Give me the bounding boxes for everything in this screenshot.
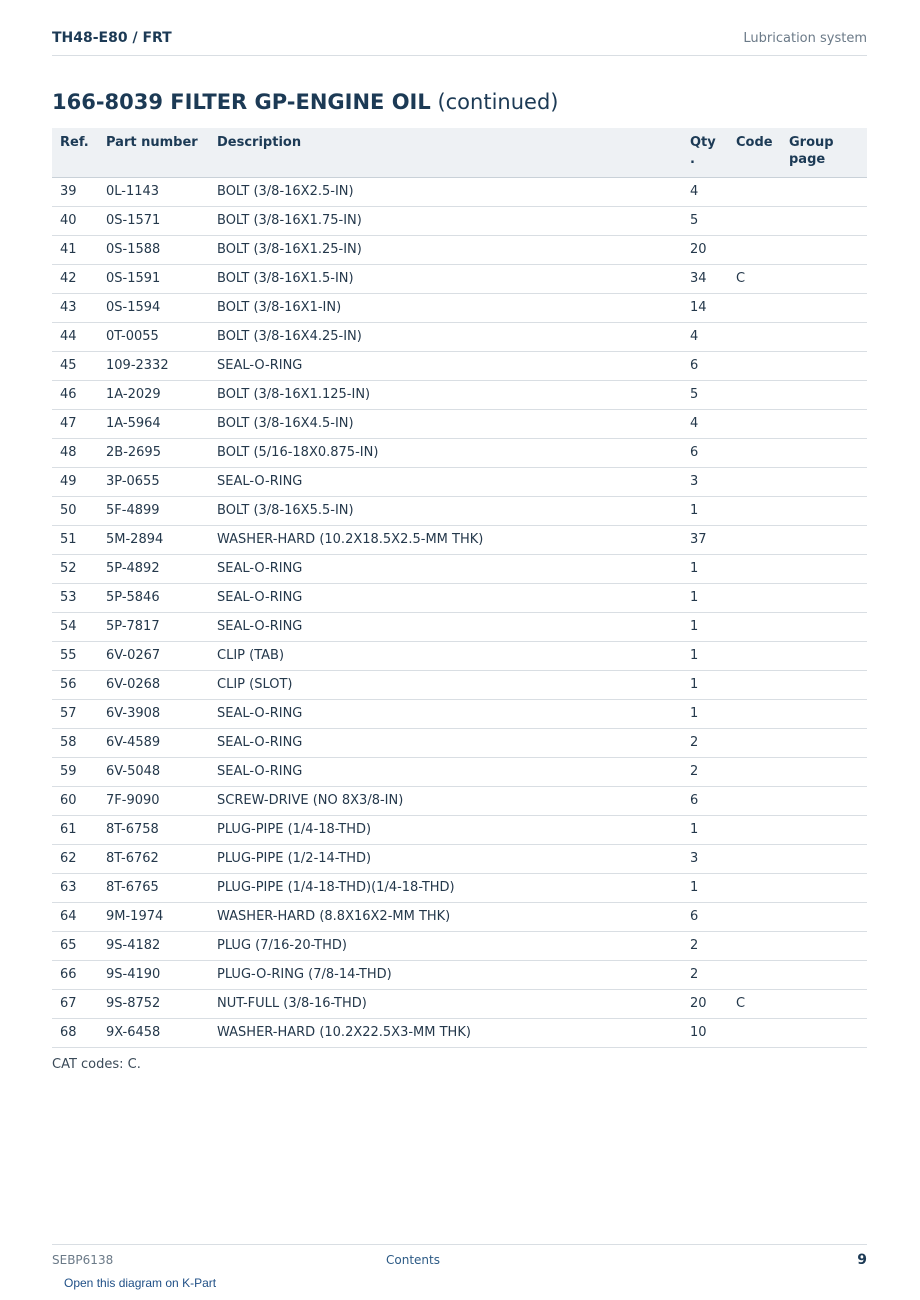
cell-group (781, 409, 867, 438)
cell-ref: 60 (52, 786, 98, 815)
cell-qty: 5 (682, 380, 728, 409)
cell-desc: PLUG-PIPE (1/4-18-THD) (209, 815, 682, 844)
cell-code (728, 409, 781, 438)
table-row (52, 844, 867, 873)
cell-ref: 45 (52, 351, 98, 380)
table-row (52, 525, 867, 554)
cell-desc: BOLT (3/8-16X5.5-IN) (209, 496, 682, 525)
model-label: TH48-E80 / FRT (52, 30, 172, 46)
cell-ref: 39 (52, 177, 98, 206)
cell-desc: PLUG-PIPE (1/4-18-THD)(1/4-18-THD) (209, 873, 682, 902)
table-row (52, 960, 867, 989)
cell-qty: 2 (682, 728, 728, 757)
cell-group (781, 670, 867, 699)
cell-ref: 54 (52, 612, 98, 641)
table-row (52, 351, 867, 380)
cell-qty: 4 (682, 409, 728, 438)
cell-qty: 2 (682, 931, 728, 960)
table-row (52, 815, 867, 844)
table-row (52, 409, 867, 438)
table-row (52, 235, 867, 264)
cell-group (781, 293, 867, 322)
parts-table-body (52, 177, 867, 1047)
table-row (52, 177, 867, 206)
cell-group (781, 525, 867, 554)
cell-ref: 44 (52, 322, 98, 351)
cell-part: 6V-4589 (98, 728, 209, 757)
cell-desc: BOLT (3/8-16X2.5-IN) (209, 177, 682, 206)
cell-group (781, 844, 867, 873)
table-row (52, 873, 867, 902)
table-row (52, 380, 867, 409)
cell-ref: 53 (52, 583, 98, 612)
cell-part: 8T-6762 (98, 844, 209, 873)
cell-qty: 2 (682, 757, 728, 786)
table-row (52, 641, 867, 670)
cell-qty: 1 (682, 612, 728, 641)
cell-ref: 51 (52, 525, 98, 554)
cell-desc: SEAL-O-RING (209, 351, 682, 380)
section-label: Lubrication system (743, 31, 867, 46)
cell-qty: 6 (682, 351, 728, 380)
cell-part: 5P-5846 (98, 583, 209, 612)
cell-ref: 47 (52, 409, 98, 438)
cell-group (781, 380, 867, 409)
cell-qty: 5 (682, 206, 728, 235)
cell-group (781, 815, 867, 844)
table-row (52, 496, 867, 525)
cell-group (781, 438, 867, 467)
col-desc-header: Description (209, 128, 682, 177)
cell-code: C (728, 264, 781, 293)
cell-desc: SEAL-O-RING (209, 728, 682, 757)
cell-qty: 37 (682, 525, 728, 554)
cell-ref: 61 (52, 815, 98, 844)
cell-part: 9X-6458 (98, 1018, 209, 1047)
cell-desc: BOLT (3/8-16X4.5-IN) (209, 409, 682, 438)
cell-code (728, 873, 781, 902)
cell-qty: 34 (682, 264, 728, 293)
cell-group (781, 206, 867, 235)
cell-ref: 57 (52, 699, 98, 728)
cell-group (781, 583, 867, 612)
parts-table (52, 128, 867, 1048)
cell-group (781, 554, 867, 583)
cell-group (781, 264, 867, 293)
cell-group (781, 351, 867, 380)
table-row (52, 206, 867, 235)
cell-qty: 1 (682, 554, 728, 583)
cell-part: 1A-5964 (98, 409, 209, 438)
cell-code: C (728, 989, 781, 1018)
cell-qty: 6 (682, 438, 728, 467)
cat-codes-note: CAT codes: C. (52, 1057, 141, 1072)
cell-qty: 1 (682, 873, 728, 902)
table-row (52, 583, 867, 612)
page-header (52, 28, 867, 56)
cell-part: 9S-4182 (98, 931, 209, 960)
cell-code (728, 583, 781, 612)
cell-group (781, 699, 867, 728)
col-qty-header: Qty . (682, 128, 728, 177)
cell-qty: 4 (682, 322, 728, 351)
cell-part: 0T-0055 (98, 322, 209, 351)
cell-desc: BOLT (3/8-16X4.25-IN) (209, 322, 682, 351)
cell-part: 6V-0267 (98, 641, 209, 670)
cell-ref: 41 (52, 235, 98, 264)
table-row (52, 467, 867, 496)
cell-group (781, 960, 867, 989)
cell-part: 9S-8752 (98, 989, 209, 1018)
col-code-header: Code (728, 128, 781, 177)
cell-qty: 14 (682, 293, 728, 322)
cell-desc: PLUG-PIPE (1/2-14-THD) (209, 844, 682, 873)
cell-code (728, 206, 781, 235)
cell-part: 8T-6758 (98, 815, 209, 844)
cell-part: 9M-1974 (98, 902, 209, 931)
table-row (52, 1018, 867, 1047)
cell-ref: 55 (52, 641, 98, 670)
cell-code (728, 699, 781, 728)
cell-code (728, 322, 781, 351)
cell-qty: 6 (682, 786, 728, 815)
page-footer (52, 1244, 867, 1275)
cell-code (728, 525, 781, 554)
cell-ref: 52 (52, 554, 98, 583)
cell-code (728, 641, 781, 670)
cell-part: 0S-1594 (98, 293, 209, 322)
cell-code (728, 496, 781, 525)
cell-code (728, 1018, 781, 1047)
cell-group (781, 641, 867, 670)
assembly-name: 166-8039 FILTER GP-ENGINE OIL (52, 90, 431, 114)
cell-desc: BOLT (3/8-16X1-IN) (209, 293, 682, 322)
cell-qty: 10 (682, 1018, 728, 1047)
cell-ref: 62 (52, 844, 98, 873)
cell-code (728, 960, 781, 989)
cell-qty: 1 (682, 815, 728, 844)
cell-code (728, 728, 781, 757)
cell-qty: 3 (682, 844, 728, 873)
cell-code (728, 293, 781, 322)
cell-code (728, 757, 781, 786)
cell-qty: 6 (682, 902, 728, 931)
cell-ref: 59 (52, 757, 98, 786)
cell-part: 0S-1571 (98, 206, 209, 235)
cell-group (781, 612, 867, 641)
table-row (52, 438, 867, 467)
cell-code (728, 931, 781, 960)
col-part-header: Part number (98, 128, 209, 177)
cell-ref: 58 (52, 728, 98, 757)
page-title (52, 90, 558, 114)
cell-code (728, 351, 781, 380)
table-header-row (52, 128, 867, 177)
cell-group (781, 467, 867, 496)
cell-qty: 1 (682, 699, 728, 728)
cell-qty: 2 (682, 960, 728, 989)
cell-group (781, 757, 867, 786)
document-id: SEBP6138 (52, 1253, 114, 1267)
kpart-link[interactable]: Open this diagram on K-Part (64, 1276, 217, 1290)
cell-part: 9S-4190 (98, 960, 209, 989)
cell-desc: PLUG (7/16-20-THD) (209, 931, 682, 960)
cell-part: 0L-1143 (98, 177, 209, 206)
cell-code (728, 670, 781, 699)
table-row (52, 322, 867, 351)
cell-code (728, 902, 781, 931)
cell-ref: 50 (52, 496, 98, 525)
cell-part: 109-2332 (98, 351, 209, 380)
cell-part: 5F-4899 (98, 496, 209, 525)
cell-code (728, 235, 781, 264)
table-row (52, 757, 867, 786)
table-row (52, 293, 867, 322)
table-row (52, 902, 867, 931)
cell-desc: SEAL-O-RING (209, 612, 682, 641)
cell-qty: 20 (682, 235, 728, 264)
page-number: 9 (857, 1252, 867, 1268)
cell-code (728, 380, 781, 409)
cell-desc: WASHER-HARD (10.2X22.5X3-MM THK) (209, 1018, 682, 1047)
cell-part: 7F-9090 (98, 786, 209, 815)
cell-ref: 56 (52, 670, 98, 699)
col-ref-header: Ref. (52, 128, 98, 177)
table-row (52, 554, 867, 583)
cell-group (781, 902, 867, 931)
cell-ref: 43 (52, 293, 98, 322)
cell-part: 1A-2029 (98, 380, 209, 409)
cell-part: 2B-2695 (98, 438, 209, 467)
cell-part: 6V-5048 (98, 757, 209, 786)
cell-group (781, 931, 867, 960)
cell-desc: SEAL-O-RING (209, 554, 682, 583)
table-row (52, 670, 867, 699)
continued-label: (continued) (437, 90, 559, 114)
cell-ref: 48 (52, 438, 98, 467)
cell-group (781, 235, 867, 264)
cell-qty: 20 (682, 989, 728, 1018)
cell-desc: BOLT (3/8-16X1.25-IN) (209, 235, 682, 264)
cell-part: 6V-3908 (98, 699, 209, 728)
cell-part: 6V-0268 (98, 670, 209, 699)
cell-desc: BOLT (3/8-16X1.75-IN) (209, 206, 682, 235)
cell-ref: 40 (52, 206, 98, 235)
cell-ref: 42 (52, 264, 98, 293)
cell-part: 5M-2894 (98, 525, 209, 554)
cell-group (781, 177, 867, 206)
cell-part: 3P-0655 (98, 467, 209, 496)
cell-code (728, 612, 781, 641)
cell-ref: 49 (52, 467, 98, 496)
cell-ref: 46 (52, 380, 98, 409)
cell-desc: SEAL-O-RING (209, 467, 682, 496)
cell-code (728, 554, 781, 583)
cell-group (781, 873, 867, 902)
cell-ref: 67 (52, 989, 98, 1018)
cell-desc: SEAL-O-RING (209, 757, 682, 786)
cell-desc: BOLT (3/8-16X1.125-IN) (209, 380, 682, 409)
cell-group (781, 1018, 867, 1047)
cell-group (781, 322, 867, 351)
cell-desc: BOLT (5/16-18X0.875-IN) (209, 438, 682, 467)
cell-desc: BOLT (3/8-16X1.5-IN) (209, 264, 682, 293)
table-row (52, 264, 867, 293)
cell-desc: NUT-FULL (3/8-16-THD) (209, 989, 682, 1018)
cell-desc: CLIP (SLOT) (209, 670, 682, 699)
cell-ref: 68 (52, 1018, 98, 1047)
cell-qty: 1 (682, 641, 728, 670)
cell-ref: 65 (52, 931, 98, 960)
cell-desc: WASHER-HARD (8.8X16X2-MM THK) (209, 902, 682, 931)
cell-group (781, 728, 867, 757)
cell-part: 8T-6765 (98, 873, 209, 902)
col-group-header: Group page (781, 128, 867, 177)
cell-part: 0S-1591 (98, 264, 209, 293)
cell-group (781, 496, 867, 525)
cell-group (781, 989, 867, 1018)
cell-desc: SEAL-O-RING (209, 699, 682, 728)
table-row (52, 989, 867, 1018)
contents-link[interactable]: Contents (386, 1253, 440, 1267)
cell-desc: PLUG-O-RING (7/8-14-THD) (209, 960, 682, 989)
cell-desc: WASHER-HARD (10.2X18.5X2.5-MM THK) (209, 525, 682, 554)
cell-qty: 4 (682, 177, 728, 206)
cell-desc: CLIP (TAB) (209, 641, 682, 670)
cell-desc: SCREW-DRIVE (NO 8X3/8-IN) (209, 786, 682, 815)
cell-code (728, 786, 781, 815)
cell-part: 0S-1588 (98, 235, 209, 264)
cell-desc: SEAL-O-RING (209, 583, 682, 612)
table-row (52, 728, 867, 757)
cell-code (728, 844, 781, 873)
cell-qty: 3 (682, 467, 728, 496)
table-row (52, 931, 867, 960)
cell-part: 5P-4892 (98, 554, 209, 583)
cell-code (728, 177, 781, 206)
cell-ref: 63 (52, 873, 98, 902)
table-row (52, 786, 867, 815)
cell-part: 5P-7817 (98, 612, 209, 641)
cell-code (728, 815, 781, 844)
cell-code (728, 438, 781, 467)
cell-group (781, 786, 867, 815)
table-row (52, 699, 867, 728)
table-row (52, 612, 867, 641)
cell-ref: 64 (52, 902, 98, 931)
cell-qty: 1 (682, 670, 728, 699)
cell-ref: 66 (52, 960, 98, 989)
cell-qty: 1 (682, 496, 728, 525)
cell-code (728, 467, 781, 496)
cell-qty: 1 (682, 583, 728, 612)
